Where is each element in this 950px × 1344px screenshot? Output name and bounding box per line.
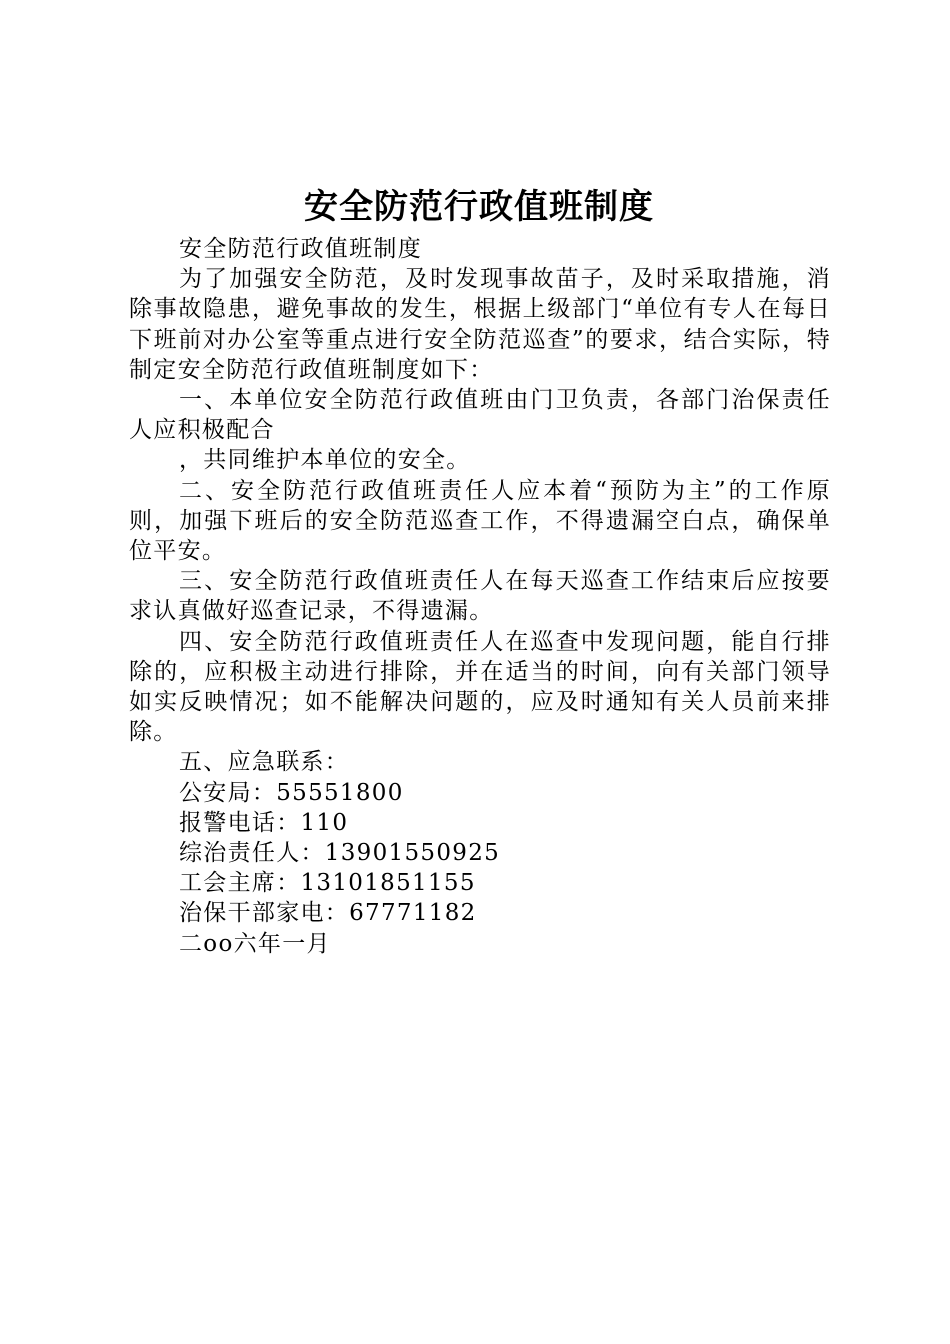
paragraph-item-1-continued: ，共同维护本单位的安全。 [179, 447, 471, 474]
document-subtitle: 安全防范行政值班制度 [179, 236, 422, 262]
document-body [129, 234, 831, 959]
paragraph-item-3: 三、安全防范行政值班责任人在每天巡查工作结束后应按要求认真做好巡查记录，不得遗漏。 [129, 568, 831, 625]
document-title: 安全防范行政值班制度 [304, 187, 654, 227]
contact-line-alarm: 报警电话：110 [179, 809, 349, 836]
contact-line-security-cadre: 治保干部家电：67771182 [179, 900, 477, 927]
contact-line-police: 公安局：55551800 [179, 779, 404, 806]
paragraph-item-1: 一、本单位安全防范行政值班由门卫负责，各部门治保责任人应积极配合 [129, 387, 831, 444]
contact-line-security-officer: 综治责任人：13901550925 [179, 840, 501, 867]
paragraph-item-2: 二、安全防范行政值班责任人应本着“预防为主”的工作原则，加强下班后的安全防范巡查工作，不得遗漏空白点，确保单位平安。 [129, 477, 831, 565]
paragraph-intro: 为了加强安全防范，及时发现事故苗子，及时采取措施，消除事故隐患，避免事故的发生，根据上级部门“单位有专人在每日下班前对办公室等重点进行安全防范巡查”的要求，结合实际，特制定安全防范行政值班制度如下： [129, 266, 831, 383]
contacts-heading: 五、应急联系： [179, 749, 350, 776]
document-date: 二oo六年一月 [179, 930, 331, 957]
contact-line-union-chair: 工会主席：13101851155 [179, 870, 476, 897]
paragraph-item-4: 四、安全防范行政值班责任人在巡查中发现问题，能自行排除的，应积极主动进行排除，并在适当的时间，向有关部门领导如实反映情况；如不能解决问题的，应及时通知有关人员前来排除。 [129, 628, 831, 746]
